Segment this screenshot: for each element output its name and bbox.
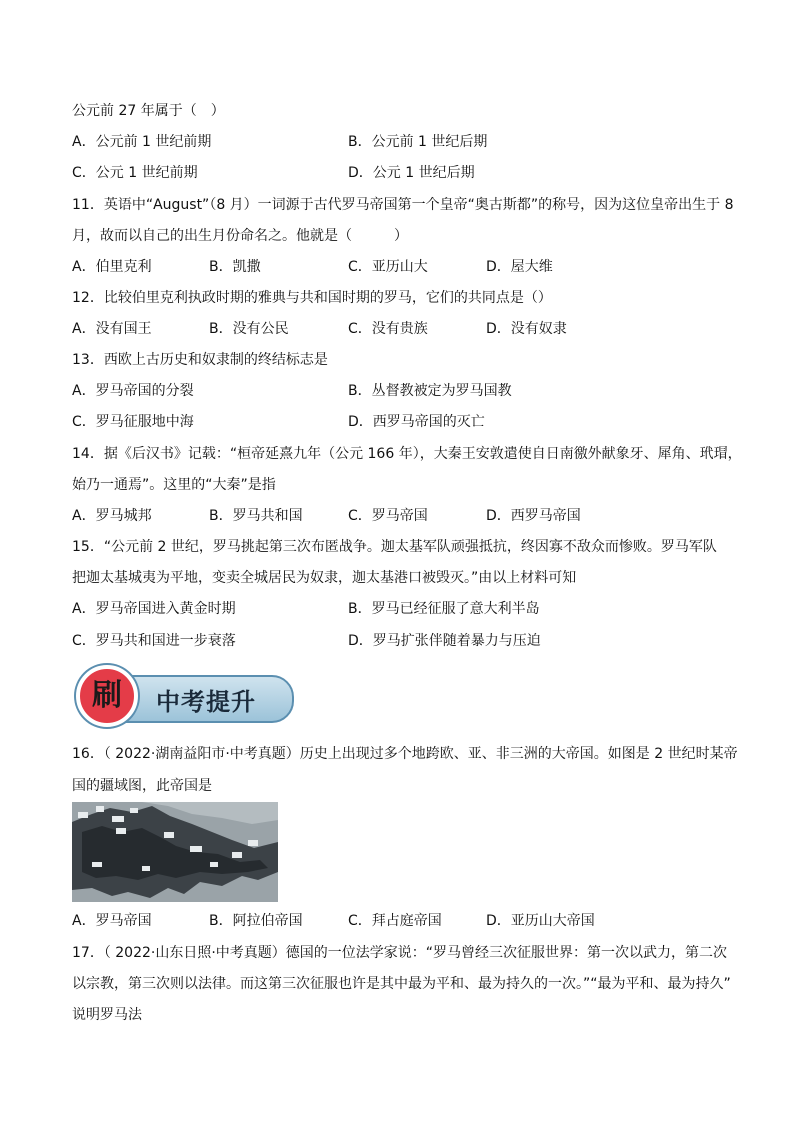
q10-option-d: D．公元 1 世纪后期 <box>348 165 475 181</box>
map-graphic <box>72 802 278 902</box>
q11-stem-line1: 11．英语中“August”（8 月）一词源于古代罗马帝国第一个皇帝“奥古斯都”的称号，因为这位皇帝出生于 8 <box>72 197 734 213</box>
q14-option-d: D．西罗马帝国 <box>486 508 581 524</box>
q12-option-a: A．没有国王 <box>72 321 152 337</box>
q15-stem-line2: 把迦太基城夷为平地，变卖全城居民为奴隶，迦太基港口被毁灭。”由以上材料可知 <box>72 570 577 586</box>
q11-option-b: B．凯撒 <box>209 259 261 275</box>
q14-options <box>72 505 732 527</box>
q15-option-b: B．罗马已经征服了意大利半岛 <box>348 601 540 617</box>
q12-option-d: D．没有奴隶 <box>486 321 567 337</box>
q11-option-c: C．亚历山大 <box>348 259 428 275</box>
q11-options <box>72 256 732 278</box>
q17-stem-line2: 以宗教，第三次则以法律。而这第三次征服也许是其中最为平和、最为持久的一次。”“最为平和、最为持久” <box>72 976 731 992</box>
q14-stem-line2: 始乃一通焉”。这里的“大秦”是指 <box>72 477 276 493</box>
q10-options-row2 <box>72 162 732 184</box>
empire-map-image <box>72 802 278 902</box>
q12-options <box>72 318 732 340</box>
q17-stem-line1: 17．（ 2022·山东日照·中考真题）德国的一位法学家说：“罗马曾经三次征服世界：第一次以武力，第二次 <box>72 945 728 961</box>
q11-stem-line2: 月，故而以自己的出生月份命名之。他就是（ ） <box>72 228 408 244</box>
q10-option-b: B．公元前 1 世纪后期 <box>348 134 488 150</box>
q16-stem-line2: 国的疆域图，此帝国是 <box>72 778 212 794</box>
q11-option-d: D．屋大维 <box>486 259 553 275</box>
section-banner <box>76 665 292 727</box>
banner-badge: 刷 <box>76 665 138 727</box>
q10-stem: 公元前 27 年属于（ ） <box>72 103 225 119</box>
q15-option-a: A．罗马帝国进入黄金时期 <box>72 601 236 617</box>
q14-option-c: C．罗马帝国 <box>348 508 428 524</box>
q11-option-a: A．伯里克利 <box>72 259 152 275</box>
q13-option-b: B．丛督教被定为罗马国教 <box>348 383 512 399</box>
banner-title: 中考提升 <box>156 687 256 716</box>
q16-option-d: D．亚历山大帝国 <box>486 913 595 929</box>
q16-option-b: B．阿拉伯帝国 <box>209 913 303 929</box>
q14-option-b: B．罗马共和国 <box>209 508 303 524</box>
q15-option-c: C．罗马共和国进一步衰落 <box>72 633 236 649</box>
q16-options <box>72 910 732 932</box>
q16-stem-line1: 16．（ 2022·湖南益阳市·中考真题）历史上出现过多个地跨欧、亚、非三洲的大帝国。如图是 2 世纪时某帝 <box>72 746 738 762</box>
q16-option-c: C．拜占庭帝国 <box>348 913 442 929</box>
q13-stem: 13．西欧上古历史和奴隶制的终结标志是 <box>72 352 328 368</box>
q13-options-row2 <box>72 411 732 433</box>
q10-option-c: C．公元 1 世纪前期 <box>72 165 198 181</box>
q12-stem: 12．比较伯里克利执政时期的雅典与共和国时期的罗马，它们的共同点是（） <box>72 290 552 306</box>
q12-option-b: B．没有公民 <box>209 321 289 337</box>
q13-option-a: A．罗马帝国的分裂 <box>72 383 194 399</box>
q13-option-d: D．西罗马帝国的灭亡 <box>348 414 485 430</box>
q15-options-row1 <box>72 598 732 620</box>
q15-stem-line1: 15．“公元前 2 世纪，罗马挑起第三次布匿战争。迦太基军队顽强抵抗，终因寡不敌众而惨败。罗马军队 <box>72 539 717 555</box>
q14-stem-line1: 14．据《后汉书》记载：“桓帝延熹九年（公元 166 年），大秦王安敦遣使自日南徼外献象牙、犀角、玳瑁， <box>72 446 742 462</box>
q13-option-c: C．罗马征服地中海 <box>72 414 194 430</box>
q12-option-c: C．没有贵族 <box>348 321 428 337</box>
q17-stem-line3: 说明罗马法 <box>72 1007 142 1023</box>
q14-option-a: A．罗马城邦 <box>72 508 152 524</box>
q10-options-row1 <box>72 131 732 153</box>
q15-option-d: D．罗马扩张伴随着暴力与压迫 <box>348 633 541 649</box>
q13-options-row1 <box>72 380 732 402</box>
q15-options-row2 <box>72 630 732 652</box>
q16-option-a: A．罗马帝国 <box>72 913 152 929</box>
q10-option-a: A．公元前 1 世纪前期 <box>72 134 212 150</box>
